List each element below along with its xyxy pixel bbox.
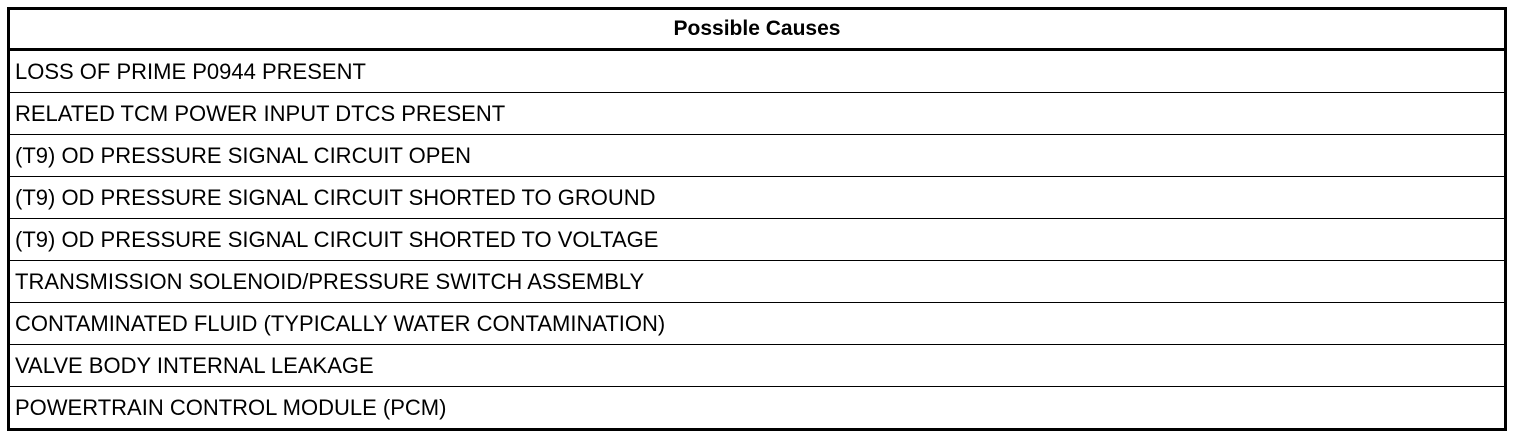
table-row	[9, 303, 1506, 345]
cause-cell: (T9) OD PRESSURE SIGNAL CIRCUIT OPEN	[9, 135, 1506, 177]
cause-cell: VALVE BODY INTERNAL LEAKAGE	[9, 345, 1506, 387]
table-row	[9, 93, 1506, 135]
cause-cell: (T9) OD PRESSURE SIGNAL CIRCUIT SHORTED TO VOLTAGE	[9, 219, 1506, 261]
cause-cell: RELATED TCM POWER INPUT DTCS PRESENT	[9, 93, 1506, 135]
table-row	[9, 177, 1506, 219]
cause-cell: (T9) OD PRESSURE SIGNAL CIRCUIT SHORTED TO GROUND	[9, 177, 1506, 219]
table-row	[9, 219, 1506, 261]
table-header	[9, 9, 1506, 50]
table-row	[9, 261, 1506, 303]
cause-cell: POWERTRAIN CONTROL MODULE (PCM)	[9, 387, 1506, 430]
cause-cell: LOSS OF PRIME P0944 PRESENT	[9, 50, 1506, 93]
table-row	[9, 387, 1506, 430]
table-row	[9, 345, 1506, 387]
column-header-possible-causes: Possible Causes	[9, 9, 1506, 50]
table-body	[9, 50, 1506, 430]
cause-cell: TRANSMISSION SOLENOID/PRESSURE SWITCH ASSEMBLY	[9, 261, 1506, 303]
table-row	[9, 50, 1506, 93]
table-row	[9, 135, 1506, 177]
cause-cell: CONTAMINATED FLUID (TYPICALLY WATER CONTAMINATION)	[9, 303, 1506, 345]
header-row	[9, 9, 1506, 50]
possible-causes-table	[7, 7, 1507, 431]
